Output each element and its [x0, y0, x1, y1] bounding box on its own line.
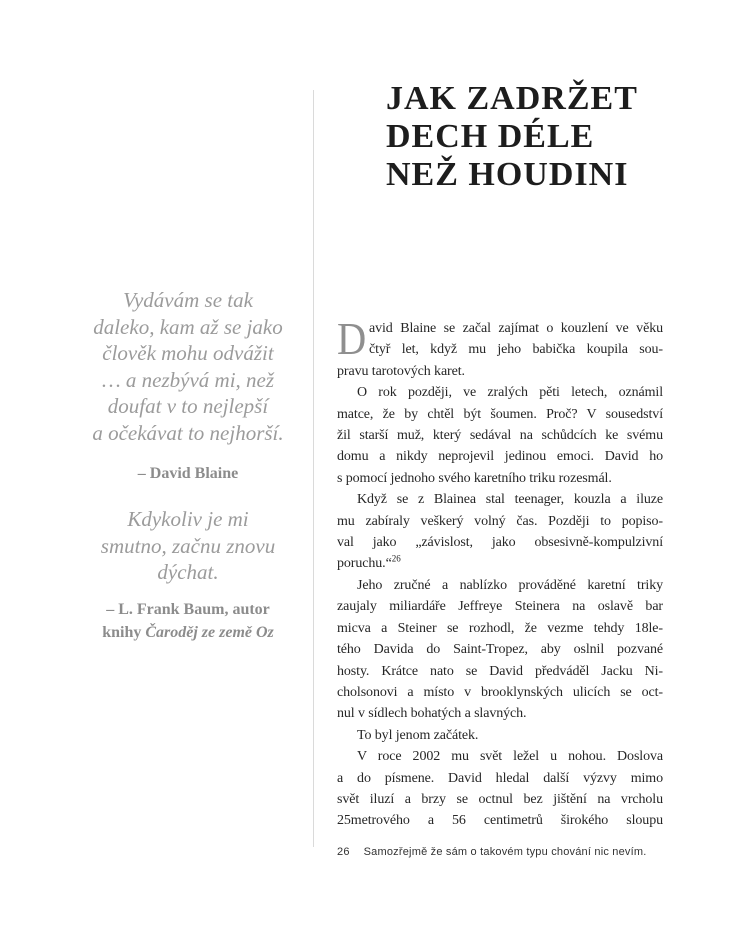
chapter-title-line: NEŽ HOUDINI — [386, 156, 629, 193]
body-line: val jako „závislost, jako obsesivně-kompulzivní — [337, 535, 663, 551]
column-divider — [313, 90, 314, 847]
book-title: Čaroděj ze země Oz — [145, 623, 274, 641]
body-line: zaujaly miliardáře Jeffreye Steinera na oslavě bar — [337, 599, 663, 615]
quote-line: smutno, začnu znovu — [100, 533, 276, 558]
margin-quotes — [63, 287, 313, 644]
body-line: čtyř let, když mu jeho babička koupila sou- — [369, 342, 663, 358]
body-line: svět iluzí a brzy se octnul bez jištění na vrcholu — [337, 791, 663, 807]
quote-line: a očekávat to nejhorší. — [92, 420, 284, 445]
body-line: Když se z Blainea stal teenager, kouzla a iluze — [357, 492, 663, 508]
body-line: avid Blaine se začal zajímat o kouzlení ve věku — [369, 321, 663, 336]
chapter-title-line: JAK ZADRŽET — [386, 80, 638, 117]
footnote — [337, 845, 717, 859]
body-line: micva a Steiner se rozhodl, že vezme tehdy 18le- — [337, 620, 663, 636]
body-line: mu zabíraly veškerý volný čas. Později to popiso- — [337, 513, 663, 529]
body-line: s pomocí jednoho svého karetního triku rozesmál. — [337, 470, 612, 486]
quote-line: dýchat. — [157, 560, 219, 584]
quote-attribution-blaine: – David Blaine — [137, 465, 239, 482]
chapter-title — [386, 80, 638, 194]
quote-line: člověk mohu odvážit — [102, 341, 274, 365]
body-line: matce, že by chtěl být šoumen. Proč? V sousedství — [337, 406, 663, 422]
footnote-text: Samozřejmě že sám o takovém typu chování nic nevím. — [363, 846, 647, 858]
pull-quote-baum — [63, 506, 313, 586]
body-line: 25metrového a 56 centimetrů širokého sloupu — [337, 813, 663, 829]
drop-cap: D — [337, 313, 367, 364]
body-line-text: poruchu.“ — [337, 556, 392, 572]
attribution-prefix: knihy — [102, 623, 146, 641]
paragraph-5 — [337, 725, 663, 746]
body-line: pravu tarotových karet. — [337, 363, 465, 379]
paragraph-2 — [337, 382, 663, 489]
body-line: V roce 2002 mu svět ležel u nohou. Doslova — [357, 749, 663, 765]
paragraph-1 — [337, 313, 663, 382]
body-line: domu a nikdy neprojevil jedinou emoci. David ho — [337, 449, 663, 465]
quote-line: … a nezbývá mi, než — [101, 367, 275, 392]
body-line: cholsonovi a místo v brooklynských ulicích se oct- — [337, 684, 663, 700]
body-line: O rok později, ve zralých pěti letech, oznámil — [357, 385, 663, 401]
quote-line: daleko, kam až se jako — [93, 314, 283, 339]
quote-line: doufat v to nejlepší — [107, 394, 269, 418]
body-line: To byl jenom začátek. — [357, 727, 479, 743]
body-line: žil starší muž, který sedával na schůdcích ke svému — [337, 428, 663, 444]
body-line: a do písmene. David hledal další výzvy mimo — [337, 770, 663, 786]
paragraph-3 — [337, 489, 663, 575]
quote-line: Kdykoliv je mi — [127, 507, 249, 531]
body-line: tého Davida do Saint-Tropez, aby oslnil pozvané — [337, 642, 663, 658]
body-text — [337, 313, 663, 832]
paragraph-6 — [337, 746, 663, 832]
body-line: nul v sídlech bohatých a slavných. — [337, 706, 527, 722]
quote-line: Vydávám se tak — [123, 288, 253, 312]
attribution-line — [63, 621, 313, 644]
attribution-line: – L. Frank Baum, autor — [106, 600, 270, 618]
footnote-number: 26 — [337, 846, 350, 858]
body-line: hosty. Krátce nato se David předváděl Jacku Ni- — [337, 663, 663, 679]
body-line — [337, 553, 663, 574]
footnote-reference: 26 — [391, 553, 401, 564]
paragraph-4 — [337, 575, 663, 725]
pull-quote-blaine — [63, 287, 313, 446]
quote-attribution-baum — [63, 598, 313, 644]
chapter-title-line: DECH DÉLE — [386, 118, 595, 155]
body-line: Jeho zručné a nablízko prováděné karetní triky — [357, 577, 663, 593]
